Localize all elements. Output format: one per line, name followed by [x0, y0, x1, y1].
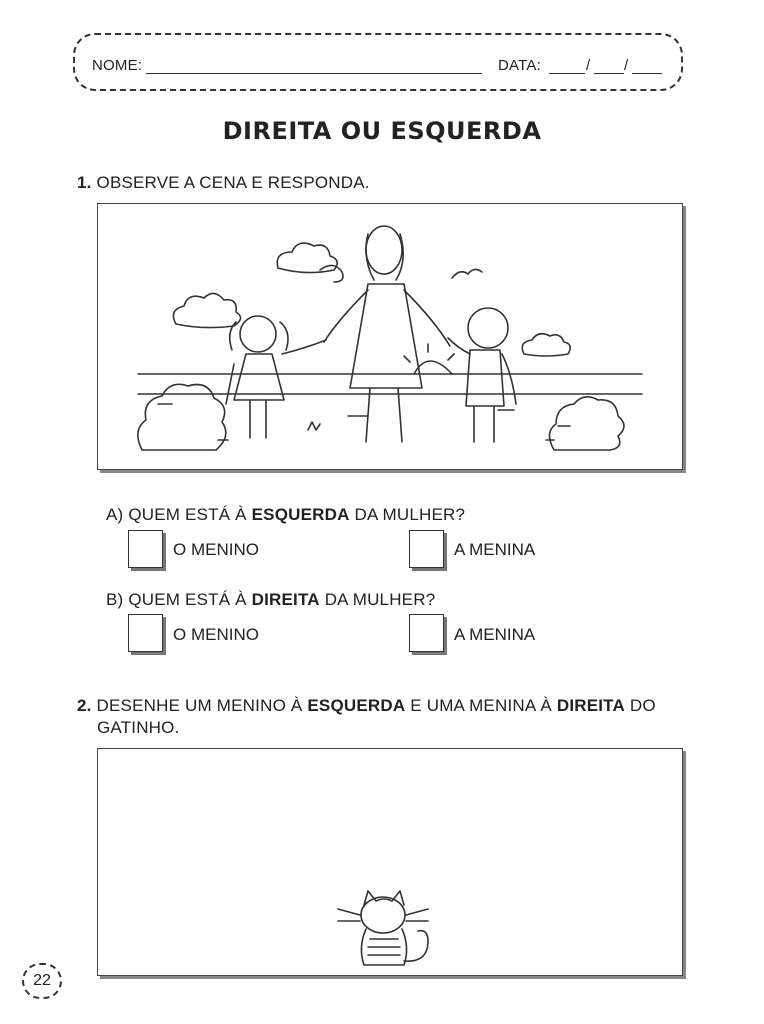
- question-2-text-1: DESENHE UM MENINO À: [96, 696, 308, 715]
- question-1b-prefix: B) QUEM ESTÁ À: [106, 590, 252, 609]
- family-scene-illustration: [98, 204, 682, 469]
- question-2-number: 2.: [77, 696, 92, 715]
- date-label: DATA:: [498, 57, 541, 74]
- checkbox-1a-menina[interactable]: [409, 530, 444, 568]
- date-month-line: [594, 73, 624, 74]
- checkbox-1a-menino[interactable]: [128, 530, 163, 568]
- question-1a-prefix: A) QUEM ESTÁ À: [106, 505, 252, 524]
- name-label: NOME:: [92, 57, 143, 74]
- name-line: [146, 73, 482, 74]
- question-1-text: OBSERVE A CENA E RESPONDA.: [96, 173, 370, 192]
- question-2-text-3: DO: [624, 696, 656, 715]
- option-1a-menina-label: A MENINA: [454, 540, 536, 559]
- scene-illustration-frame: [97, 203, 683, 470]
- question-2-text-line2: GATINHO.: [97, 718, 180, 737]
- question-2: [77, 695, 697, 739]
- question-1: [77, 173, 370, 193]
- drawing-area[interactable]: [97, 748, 683, 976]
- date-slash-1: /: [586, 57, 591, 74]
- question-2-emphasis-1: ESQUERDA: [307, 696, 406, 715]
- date-day-line: [549, 73, 585, 74]
- header-box: [73, 33, 683, 91]
- question-1-number: 1.: [77, 173, 92, 192]
- question-1a-suffix: DA MULHER?: [349, 505, 466, 524]
- question-2-emphasis-2: DIREITA: [556, 696, 625, 715]
- date-slash-2: /: [624, 57, 629, 74]
- question-1a: [106, 505, 465, 525]
- question-1a-emphasis: ESQUERDA: [251, 505, 350, 524]
- question-1b-suffix: DA MULHER?: [319, 590, 436, 609]
- date-year-line: [632, 73, 662, 74]
- question-1b: [106, 590, 435, 610]
- checkbox-1b-menina[interactable]: [409, 614, 444, 652]
- cat-illustration: [98, 749, 682, 975]
- question-1b-emphasis: DIREITA: [251, 590, 320, 609]
- page-title: DIREITA OU ESQUERDA: [222, 117, 542, 145]
- option-1a-menino-label: O MENINO: [173, 540, 259, 559]
- option-1b-menino-label: O MENINO: [173, 625, 259, 644]
- page-number: 22: [22, 963, 62, 999]
- question-2-text-2: E UMA MENINA À: [405, 696, 557, 715]
- checkbox-1b-menino[interactable]: [128, 614, 163, 652]
- option-1b-menina-label: A MENINA: [454, 625, 536, 644]
